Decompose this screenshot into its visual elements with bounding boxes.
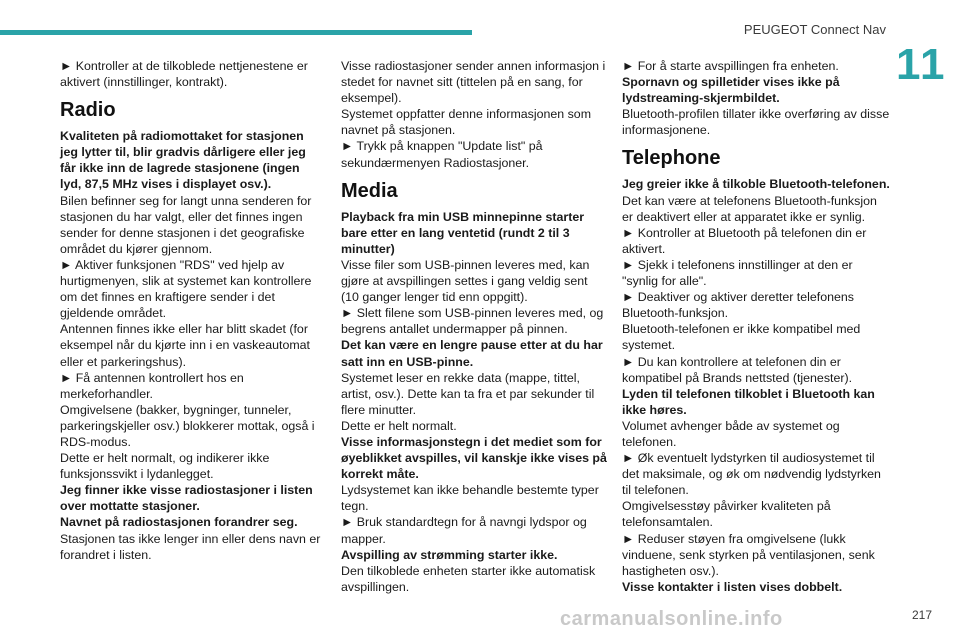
paragraph: Den tilkoblede enheten starter ikke automatisk avspillingen. [341,563,596,594]
paragraph: ► Øk eventuelt lydstyrken til audiosystemet til det maksimale, og øk om nødvendig lydstyrken til telefonen. [622,451,881,498]
column-middle [341,58,607,595]
paragraph: ► Sjekk i telefonens innstillinger at den er "synlig for alle". [622,257,853,289]
paragraph: Systemet leser en rekke data (mappe, tittel, artist, osv.). Dette kan ta fra et par sekunder til flere minutter. [341,370,595,417]
paragraph: Omgivelsesstøy påvirker kvaliteten på telefonsamtalen. [622,499,831,530]
question: Playback fra min USB minnepinne starter bare etter en lang ventetid (rundt 2 til 3 minutter) [341,209,585,256]
paragraph: Visse filer som USB-pinnen leveres med, kan gjøre at avspillingen settes i gang veldig sent (10 ganger lenger tid enn oppgitt). [341,257,590,305]
column-right [622,58,890,595]
paragraph: Dette er helt normalt, og indikerer ikke funksjonssvikt i lydanlegget. [60,451,270,482]
paragraph: ► Aktiver funksjonen "RDS" ved hjelp av hurtigmenyen, slik at systemet kan kontrollere om det finnes en kraftigere sender i det gjeldende området. [60,257,312,321]
question: Lyden til telefonen tilkoblet i Bluetooth kan ikke høres. [622,386,875,417]
section-heading-radio: Radio [60,99,116,122]
paragraph: Dette er helt normalt. [341,418,457,433]
paragraph: Det kan være at telefonens Bluetooth-funksjon er deaktivert eller at apparatet ikke er synlig. [622,193,877,224]
paragraph: ► Du kan kontrollere at telefonen din er kompatibel på Brands nettsted (tjenester). [622,354,853,385]
paragraph: Lydsystemet kan ikke behandle bestemte typer tegn. [341,483,599,514]
watermark: carmanualsonline.info [560,608,783,630]
paragraph: Antennen finnes ikke eller har blitt skadet (for eksempel når du kjørte inn i en vaskeautomat eller et parkeringshus). [60,322,311,369]
question: Kvaliteten på radiomottaket for stasjonen jeg lytter til, blir gradvis dårligere eller jeg får ikke inn de lagrede stasjonene (ingen lyd, 87,5 MHz vises i displayet osv.). [60,129,306,192]
paragraph: ► Bruk standardtegn for å navngi lydspor og mapper. [341,515,587,546]
section-heading-media: Media [341,179,398,202]
question: Visse informasjonstegn i det mediet som for øyeblikket avspilles, vil kanskje ikke vises på korrekt måte. [341,434,607,482]
paragraph: Visse radiostasjoner sender annen informasjon i stedet for navnet sitt (tittelen på en sang, for eksempel). [341,59,606,106]
question: Navnet på radiostasjonen forandrer seg. [60,515,298,530]
question: Visse kontakter i listen vises dobbelt. [622,579,843,594]
paragraph: Bilen befinner seg for langt unna senderen for stasjonen du har valgt, eller det finnes ingen sender for denne stasjonen i det geografiske området du kjører gjennom. [60,193,312,256]
header-title: PEUGEOT Connect Nav [743,22,886,37]
paragraph: ► Slett filene som USB-pinnen leveres med, og begrens antallet undermapper på pinnen. [341,306,604,337]
paragraph: ► Få antennen kontrollert hos en merkeforhandler. [60,370,244,401]
section-heading-telephone: Telephone [622,147,721,170]
paragraph: Bluetooth-profilen tillater ikke overføring av disse informasjonene. [622,107,890,138]
paragraph: Systemet oppfatter denne informasjonen som navnet på stasjonen. [341,107,592,138]
chapter-number: 11 [896,40,947,89]
question: Det kan være en lengre pause etter at du har satt inn en USB-pinne. [341,338,603,369]
paragraph: ► For å starte avspillingen fra enheten. [622,59,839,73]
paragraph: ► Deaktiver og aktiver deretter telefonens Bluetooth-funksjon. [622,290,854,321]
paragraph: ► Reduser støyen fra omgivelsene (lukk vinduene, senk styrken på ventilasjonen, senk hastigheten osv.). [622,531,875,578]
paragraph: Bluetooth-telefonen er ikke kompatibel med systemet. [622,322,861,353]
page-number: 217 [911,608,932,622]
question: Avspilling av strømming starter ikke. [341,547,558,562]
question: Spornavn og spilletider vises ikke på lydstreaming-skjermbildet. [622,75,840,106]
column-left [60,58,322,563]
header-accent-bar [0,30,472,35]
paragraph: Volumet avhenger både av systemet og telefonen. [622,418,840,449]
paragraph: ► Trykk på knappen "Update list" på sekundærmenyen Radiostasjoner. [341,139,543,170]
paragraph: ► Kontroller at de tilkoblede nettjenestene er aktivert (innstillinger, kontrakt). [60,59,308,90]
question: Jeg greier ikke å tilkoble Bluetooth-telefonen. [622,177,890,192]
paragraph: Omgivelsene (bakker, bygninger, tunneler, parkeringskjeller osv.) blokkerer mottak, også i RDS-modus. [60,402,315,449]
question: Jeg finner ikke visse radiostasjoner i listen over mottatte stasjoner. [60,483,313,514]
paragraph: Stasjonen tas ikke lenger inn eller dens navn er forandret i listen. [60,531,321,562]
paragraph: ► Kontroller at Bluetooth på telefonen din er aktivert. [622,225,867,256]
